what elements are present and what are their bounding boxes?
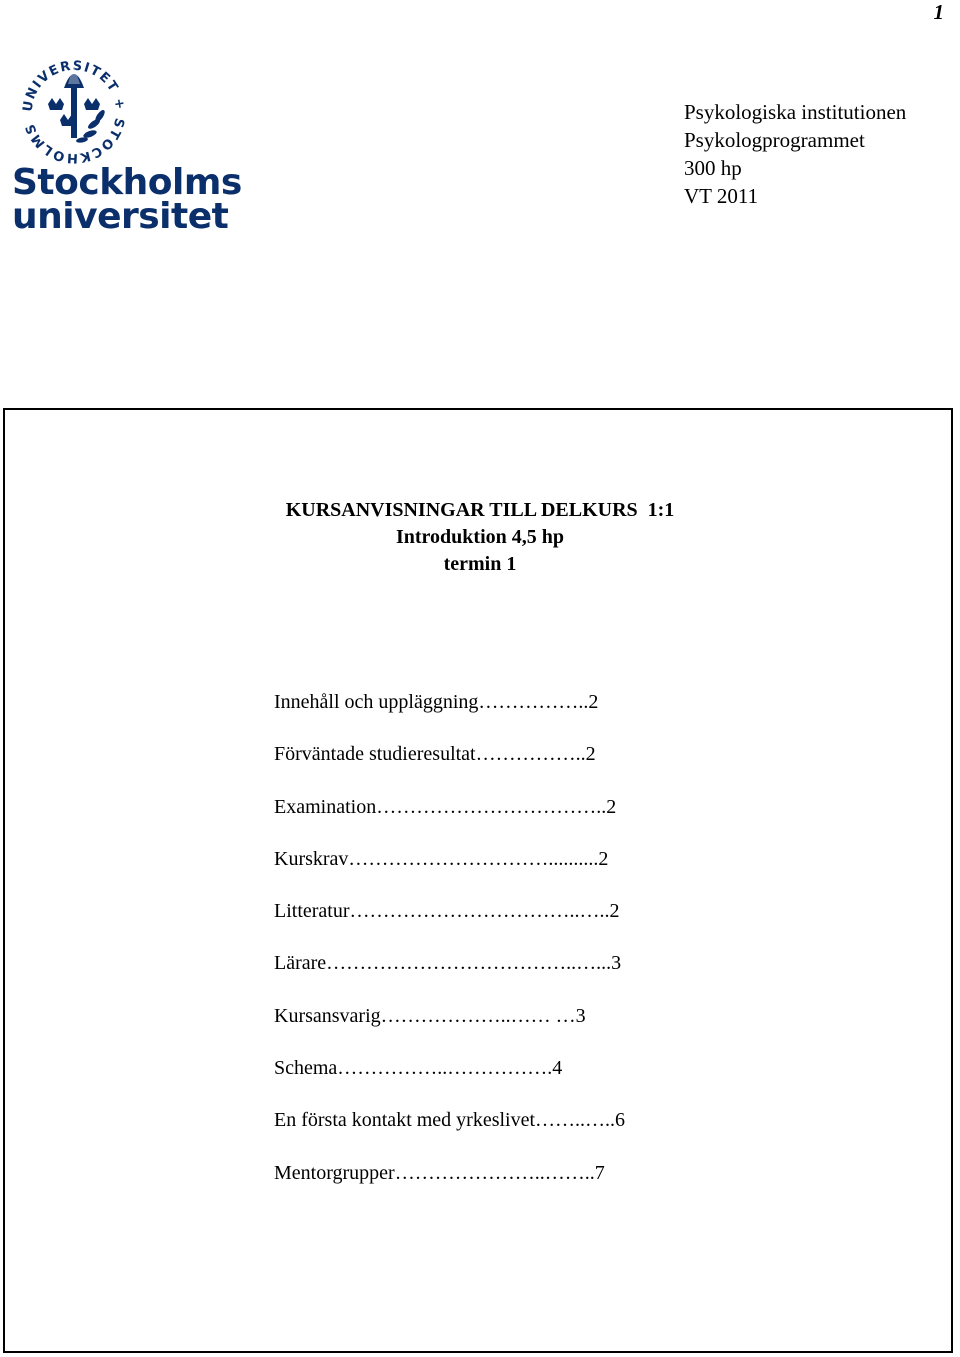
toc-item-mentorgrupper[interactable]: Mentorgrupper…………………..……..7	[274, 1161, 605, 1184]
toc-item-innehall[interactable]: Innehåll och uppläggning……………..2	[274, 691, 599, 713]
seal-ring-text: UNIVERSITET + STOCKHOLMS	[20, 58, 128, 166]
course-title: KURSANVISNINGAR TILL DELKURS 1:1	[285, 499, 675, 521]
programme-name: Psykologprogrammet	[684, 128, 865, 152]
university-logo	[12, 54, 242, 238]
toc-item-litteratur[interactable]: Litteratur……………………………..…..2	[274, 900, 620, 923]
toc-item-schema[interactable]: Schema……………..…………….4	[274, 1057, 563, 1080]
department-info	[684, 98, 906, 210]
programme-credits: 300 hp	[684, 156, 742, 180]
department-name: Psykologiska institutionen	[684, 100, 907, 124]
table-of-contents	[274, 688, 625, 1211]
toc-item-yrkeslivet[interactable]: En första kontakt med yrkeslivet……..…..6	[274, 1109, 626, 1132]
toc-item-kurskrav[interactable]: Kurskrav…………………………..........2	[274, 847, 609, 870]
page-number: 1	[933, 0, 944, 24]
course-title-block	[0, 497, 960, 578]
toc-item-larare[interactable]: Lärare………………………………..…...3	[274, 952, 622, 975]
university-seal-icon	[12, 54, 236, 166]
semester: VT 2011	[684, 184, 759, 208]
university-wordmark	[12, 162, 242, 237]
toc-item-forvantade-studieresultat[interactable]: Förväntade studieresultat……………..2	[274, 743, 596, 766]
wordmark-line-2: universitet	[12, 196, 229, 237]
course-subtitle: Introduktion 4,5 hp	[395, 526, 565, 548]
wordmark-line-1: Stockholms	[12, 162, 242, 203]
course-term: termin 1	[443, 553, 517, 575]
toc-item-examination[interactable]: Examination……………………………..2	[274, 795, 617, 818]
toc-item-kursansvarig[interactable]: Kursansvarig………………..…… …3	[274, 1004, 586, 1027]
